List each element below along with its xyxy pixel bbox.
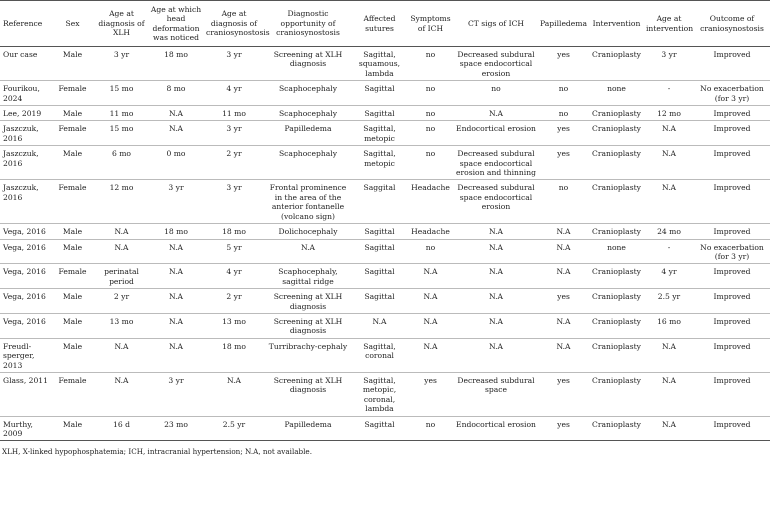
table-cell: Scaphocephaly	[264, 146, 352, 180]
table-cell: Cranioplasty	[589, 224, 644, 239]
table-cell: Cranioplasty	[589, 47, 644, 81]
table-cell: none	[589, 81, 644, 106]
column-header: Sex	[50, 1, 95, 47]
table-cell: Male	[50, 106, 95, 121]
table-row	[0, 106, 770, 121]
table-cell: Male	[50, 338, 95, 372]
table-cell: N.A	[148, 239, 204, 264]
header-row	[0, 1, 770, 47]
table-cell: 3 yr	[204, 121, 264, 146]
table-cell: Scaphocephaly	[264, 106, 352, 121]
table-cell: Sagittal	[352, 81, 407, 106]
column-header: Symptoms of ICH	[407, 1, 454, 47]
table-cell: N.A	[95, 224, 148, 239]
table-cell: Male	[50, 47, 95, 81]
table-cell: Turribrachy-cephaly	[264, 338, 352, 372]
table-cell: N.A	[538, 313, 589, 338]
table-cell: Female	[50, 81, 95, 106]
table-cell: 3 yr	[148, 372, 204, 416]
table-cell: 3 yr	[644, 47, 694, 81]
table-cell: N.A	[148, 121, 204, 146]
table-cell: Sagittal	[352, 289, 407, 314]
table-cell: 4 yr	[204, 264, 264, 289]
table-cell: Female	[50, 372, 95, 416]
table-row	[0, 264, 770, 289]
table-cell: yes	[538, 146, 589, 180]
table-cell: N.A	[454, 313, 538, 338]
table-row	[0, 338, 770, 372]
table-cell: Cranioplasty	[589, 106, 644, 121]
table-cell: 3 yr	[148, 180, 204, 224]
table-cell: Cranioplasty	[589, 313, 644, 338]
table-cell: yes	[407, 372, 454, 416]
table-cell: 2.5 yr	[204, 416, 264, 441]
table-cell: Improved	[694, 416, 770, 441]
table-cell: 24 mo	[644, 224, 694, 239]
table-cell: no	[538, 106, 589, 121]
table-cell: yes	[538, 289, 589, 314]
table-cell: Scaphocephaly, sagittal ridge	[264, 264, 352, 289]
table-cell: N.A	[95, 239, 148, 264]
table-cell: Female	[50, 121, 95, 146]
table-cell: N.A	[454, 106, 538, 121]
table-cell: 2 yr	[204, 146, 264, 180]
table-cell: N.A	[407, 264, 454, 289]
table-cell: 18 mo	[148, 47, 204, 81]
table-cell: yes	[538, 47, 589, 81]
table-cell: Decreased subdural space endocortical erosion	[454, 180, 538, 224]
table-body	[0, 47, 770, 441]
table-cell: 3 yr	[204, 180, 264, 224]
table-row	[0, 146, 770, 180]
table-cell: Murthy, 2009	[0, 416, 50, 441]
table-cell: Cranioplasty	[589, 180, 644, 224]
table-cell: no	[407, 121, 454, 146]
table-cell: N.A	[148, 264, 204, 289]
table-cell: Improved	[694, 313, 770, 338]
column-header: Diagnostic opportunity of craniosynostosis	[264, 1, 352, 47]
table-cell: N.A	[407, 289, 454, 314]
table-cell: Saggital	[352, 180, 407, 224]
table-cell: N.A	[454, 239, 538, 264]
table-cell: no	[407, 106, 454, 121]
table-cell: yes	[538, 372, 589, 416]
table-cell: Improved	[694, 146, 770, 180]
table-cell: 16 mo	[644, 313, 694, 338]
column-header: Intervention	[589, 1, 644, 47]
table-cell: N.A	[407, 338, 454, 372]
table-cell: Sagittal, squamous, lambda	[352, 47, 407, 81]
column-header: Outcome of craniosynostosis	[694, 1, 770, 47]
table-row	[0, 372, 770, 416]
table-cell: N.A	[644, 121, 694, 146]
table-cell: N.A	[644, 416, 694, 441]
table-cell: 16 d	[95, 416, 148, 441]
table-cell: no	[407, 239, 454, 264]
table-cell: Male	[50, 289, 95, 314]
table-cell: N.A	[204, 372, 264, 416]
table-cell: 8 mo	[148, 81, 204, 106]
table-cell: N.A	[538, 239, 589, 264]
table-cell: Sagittal	[352, 224, 407, 239]
table-cell: Screening at XLH diagnosis	[264, 372, 352, 416]
table-cell: Our case	[0, 47, 50, 81]
table-cell: Jaszczuk, 2016	[0, 121, 50, 146]
table-cell: No exacerbation (for 3 yr)	[694, 239, 770, 264]
table-cell: 2 yr	[204, 289, 264, 314]
table-row	[0, 47, 770, 81]
table-cell: N.A	[407, 313, 454, 338]
table-cell: Lee, 2019	[0, 106, 50, 121]
table-cell: 15 mo	[95, 81, 148, 106]
table-cell: no	[454, 81, 538, 106]
table-cell: no	[538, 180, 589, 224]
table-cell: Vega, 2016	[0, 289, 50, 314]
table-cell: no	[538, 81, 589, 106]
table-cell: N.A	[538, 224, 589, 239]
column-header: Age at intervention	[644, 1, 694, 47]
table-cell: Vega, 2016	[0, 313, 50, 338]
table-cell: Improved	[694, 264, 770, 289]
table-cell: Male	[50, 239, 95, 264]
table-cell: 23 mo	[148, 416, 204, 441]
table-cell: 6 mo	[95, 146, 148, 180]
table-cell: Sagittal, metopic	[352, 121, 407, 146]
table-cell: 5 yr	[204, 239, 264, 264]
table-cell: Dolichocephaly	[264, 224, 352, 239]
table-cell: Screening at XLH diagnosis	[264, 289, 352, 314]
table-cell: Male	[50, 146, 95, 180]
table-cell: Male	[50, 313, 95, 338]
table-cell: Vega, 2016	[0, 239, 50, 264]
table-cell: 12 mo	[95, 180, 148, 224]
table-cell: Improved	[694, 372, 770, 416]
table-cell: 13 mo	[204, 313, 264, 338]
table-cell: Improved	[694, 224, 770, 239]
column-header: Age at diagnosis of XLH	[95, 1, 148, 47]
table-cell: Vega, 2016	[0, 224, 50, 239]
table-cell: Scaphocephaly	[264, 81, 352, 106]
table-cell: N.A	[352, 313, 407, 338]
table-cell: none	[589, 239, 644, 264]
table-cell: Sagittal	[352, 106, 407, 121]
table-cell: Improved	[694, 47, 770, 81]
table-cell: Frontal prominence in the area of the anterior fontanelle (volcano sign)	[264, 180, 352, 224]
table-cell: Headache	[407, 224, 454, 239]
table-cell: Sagittal	[352, 239, 407, 264]
table-cell: N.A	[148, 338, 204, 372]
table-cell: yes	[538, 416, 589, 441]
table-cell: N.A	[148, 106, 204, 121]
table-cell: 18 mo	[148, 224, 204, 239]
table-cell: 11 mo	[204, 106, 264, 121]
table-cell: no	[407, 47, 454, 81]
table-cell: Cranioplasty	[589, 146, 644, 180]
table-row	[0, 416, 770, 441]
table-cell: -	[644, 81, 694, 106]
table-cell: Papilledema	[264, 121, 352, 146]
column-header: Affected sutures	[352, 1, 407, 47]
table-cell: -	[644, 239, 694, 264]
table-cell: 15 mo	[95, 121, 148, 146]
table-cell: N.A	[454, 264, 538, 289]
table-cell: Cranioplasty	[589, 372, 644, 416]
table-cell: 2 yr	[95, 289, 148, 314]
table-cell: Freudl-sperger, 2013	[0, 338, 50, 372]
column-header: Age at which head deformation was noticed	[148, 1, 204, 47]
table-row	[0, 313, 770, 338]
table-cell: Cranioplasty	[589, 121, 644, 146]
table-cell: N.A	[148, 313, 204, 338]
table-cell: Sagittal	[352, 416, 407, 441]
table-cell: 12 mo	[644, 106, 694, 121]
table-cell: 18 mo	[204, 338, 264, 372]
table-cell: N.A	[454, 224, 538, 239]
table-cell: N.A	[644, 180, 694, 224]
table-cell: Screening at XLH diagnosis	[264, 47, 352, 81]
table-cell: Improved	[694, 121, 770, 146]
table-cell: Jaszczuk, 2016	[0, 180, 50, 224]
table-cell: 3 yr	[95, 47, 148, 81]
table-cell: N.A	[644, 146, 694, 180]
table-cell: Female	[50, 180, 95, 224]
table-cell: Jaszczuk, 2016	[0, 146, 50, 180]
table-cell: Headache	[407, 180, 454, 224]
table-cell: Screening at XLH diagnosis	[264, 313, 352, 338]
table-cell: Male	[50, 416, 95, 441]
table-cell: N.A	[644, 338, 694, 372]
table-row	[0, 121, 770, 146]
table-cell: Improved	[694, 289, 770, 314]
table-cell: N.A	[454, 338, 538, 372]
table-cell: Glass, 2011	[0, 372, 50, 416]
table-cell: no	[407, 146, 454, 180]
table-cell: Vega, 2016	[0, 264, 50, 289]
table-row	[0, 224, 770, 239]
table-cell: 4 yr	[204, 81, 264, 106]
table-cell: N.A	[644, 372, 694, 416]
table-cell: Sagittal	[352, 264, 407, 289]
table-cell: 2.5 yr	[644, 289, 694, 314]
column-header: Age at diagnosis of craniosynostosis	[204, 1, 264, 47]
table-cell: no	[407, 416, 454, 441]
table-cell: 3 yr	[204, 47, 264, 81]
table-cell: Male	[50, 224, 95, 239]
table-row	[0, 81, 770, 106]
table-cell: N.A	[538, 264, 589, 289]
column-header: Papilledema	[538, 1, 589, 47]
table-cell: perinatal period	[95, 264, 148, 289]
table-cell: N.A	[148, 289, 204, 314]
column-header: CT sigs of ICH	[454, 1, 538, 47]
table-row	[0, 239, 770, 264]
table-row	[0, 180, 770, 224]
table-cell: Cranioplasty	[589, 338, 644, 372]
table-cell: N.A	[95, 372, 148, 416]
table-cell: Endocortical erosion	[454, 416, 538, 441]
table-cell: yes	[538, 121, 589, 146]
table-cell: Fourikou, 2024	[0, 81, 50, 106]
table-cell: Improved	[694, 338, 770, 372]
table-cell: Decreased subdural space endocortical erosion	[454, 47, 538, 81]
table-row	[0, 289, 770, 314]
table-cell: Decreased subdural space endocortical erosion and thinning	[454, 146, 538, 180]
table-cell: Improved	[694, 180, 770, 224]
table-cell: No exacerbation (for 3 yr)	[694, 81, 770, 106]
table-cell: Sagittal, coronal	[352, 338, 407, 372]
table-cell: 4 yr	[644, 264, 694, 289]
table-footnote: XLH, X-linked hypophosphatemia; ICH, intracranial hypertension; N.A, not available.	[2, 447, 312, 457]
table-cell: Cranioplasty	[589, 264, 644, 289]
table-cell: Sagittal, metopic	[352, 146, 407, 180]
table-cell: Cranioplasty	[589, 289, 644, 314]
table-cell: no	[407, 81, 454, 106]
table-cell: Improved	[694, 106, 770, 121]
table-cell: 13 mo	[95, 313, 148, 338]
table-cell: N.A	[538, 338, 589, 372]
table-cell: N.A	[454, 289, 538, 314]
column-header: Reference	[0, 1, 50, 47]
table-cell: Endocortical erosion	[454, 121, 538, 146]
table-cell: Female	[50, 264, 95, 289]
table-cell: N.A	[264, 239, 352, 264]
table-cell: 11 mo	[95, 106, 148, 121]
table-cell: Cranioplasty	[589, 416, 644, 441]
table-cell: Sagittal, metopic, coronal, lambda	[352, 372, 407, 416]
table-cell: 18 mo	[204, 224, 264, 239]
table-header	[0, 1, 770, 47]
table-cell: Papilledema	[264, 416, 352, 441]
table-cell: N.A	[95, 338, 148, 372]
table-cell: 0 mo	[148, 146, 204, 180]
table-cell: Decreased subdural space	[454, 372, 538, 416]
